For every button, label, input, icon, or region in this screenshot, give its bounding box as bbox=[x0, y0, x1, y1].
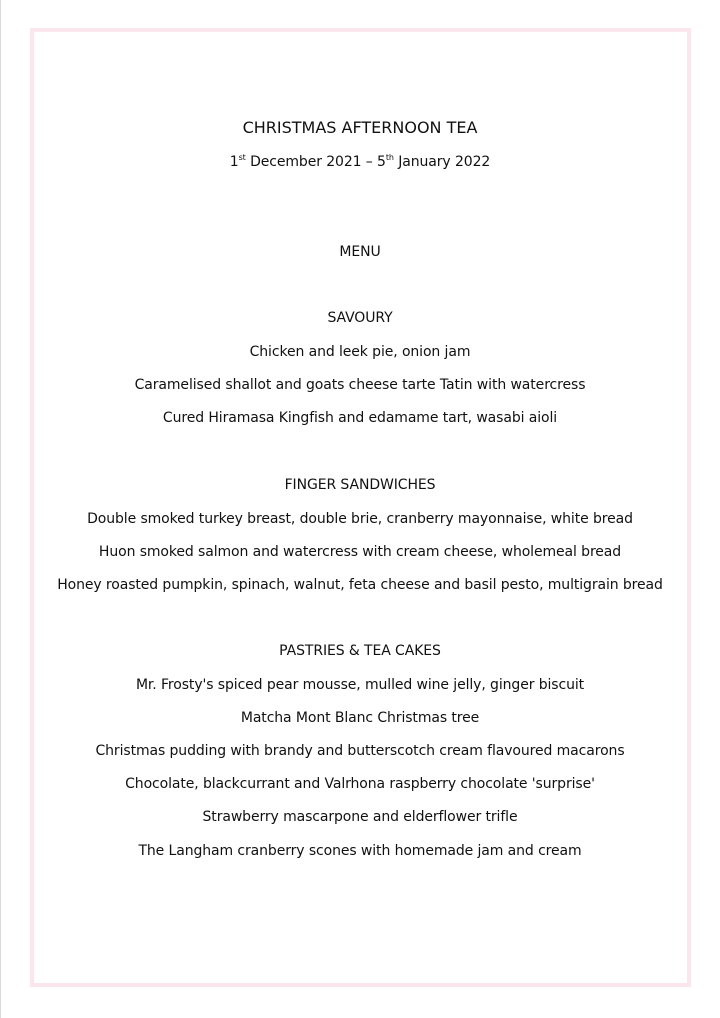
start-day: 1 bbox=[229, 154, 239, 170]
menu-item: Double smoked turkey breast, double brie, cranberry mayonnaise, white bread bbox=[87, 511, 633, 527]
menu-item: Huon smoked salmon and watercress with cream cheese, wholemeal bread bbox=[98, 544, 622, 560]
menu-item: Mr. Frosty's spiced pear mousse, mulled wine jelly, ginger biscuit bbox=[135, 677, 585, 693]
section-heading-savoury: SAVOURY bbox=[327, 310, 393, 326]
menu-item: Christmas pudding with brandy and butterscotch cream flavoured macarons bbox=[95, 743, 625, 759]
menu-item: The Langham cranberry scones with homemade jam and cream bbox=[138, 843, 582, 859]
section-heading-pastries-tea-cakes: PASTRIES & TEA CAKES bbox=[279, 643, 441, 659]
menu-item: Chicken and leek pie, onion jam bbox=[249, 344, 471, 360]
menu-item: Caramelised shallot and goats cheese tarte Tatin with watercress bbox=[134, 377, 586, 393]
menu-item: Honey roasted pumpkin, spinach, walnut, feta cheese and basil pesto, multigrain bread bbox=[57, 577, 663, 593]
menu-item: Cured Hiramasa Kingfish and edamame tart, wasabi aioli bbox=[162, 410, 558, 426]
menu-item: Strawberry mascarpone and elderflower trifle bbox=[202, 809, 518, 825]
section-heading-finger-sandwiches: FINGER SANDWICHES bbox=[284, 477, 436, 493]
menu-dates bbox=[0, 153, 720, 171]
menu-title: CHRISTMAS AFTERNOON TEA bbox=[242, 118, 478, 137]
end-date-rest: January 2022 bbox=[398, 154, 491, 170]
start-day-suffix: st bbox=[238, 153, 246, 162]
menu-heading: MENU bbox=[339, 244, 381, 260]
menu-item: Chocolate, blackcurrant and Valrhona raspberry chocolate 'surprise' bbox=[125, 776, 595, 792]
end-day-suffix: th bbox=[385, 153, 394, 162]
start-date-rest: December 2021 – 5 bbox=[250, 154, 386, 170]
menu-item: Matcha Mont Blanc Christmas tree bbox=[240, 710, 480, 726]
